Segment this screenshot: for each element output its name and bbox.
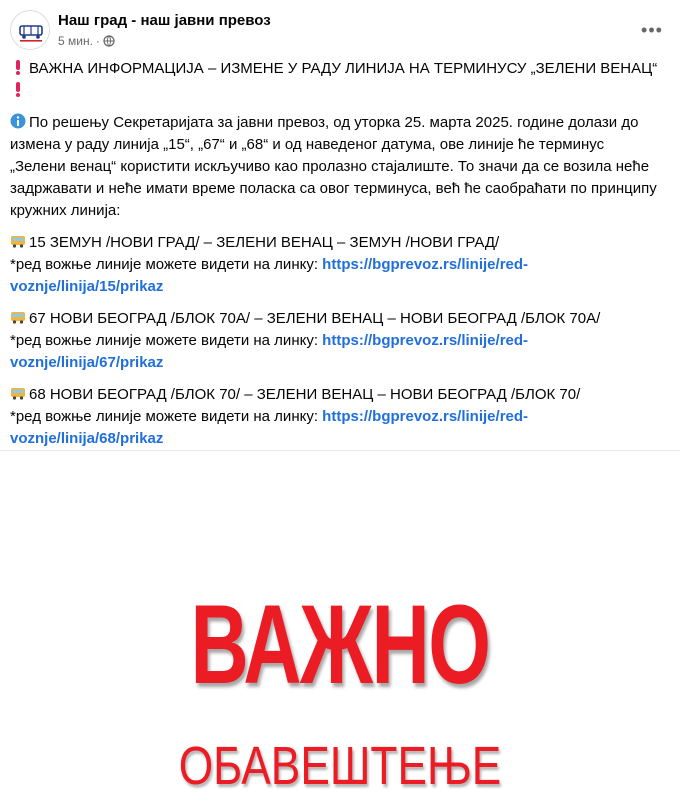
line-note: *ред вожње линије можете видети на линку:: [10, 408, 323, 425]
line-note: *ред вожње линије можете видети на линку:: [10, 332, 323, 349]
bus-icon: [10, 385, 26, 401]
line-item: [10, 384, 660, 450]
bus-icon: [10, 309, 26, 325]
timetable-link[interactable]: https://bgprevoz.rs/linije/red-voznje/linija/15/prikaz: [10, 256, 529, 295]
line-route: 15 ЗЕМУН /НОВИ ГРАД/ – ЗЕЛЕНИ ВЕНАЦ – ЗЕМУН /НОВИ ГРАД/: [29, 234, 500, 251]
post-time[interactable]: 5 мин.: [58, 34, 93, 48]
more-horizontal-icon: •••: [641, 19, 663, 40]
line-route: 68 НОВИ БЕОГРАД /БЛОК 70/ – ЗЕЛЕНИ ВЕНАЦ – НОВИ БЕОГРАД /БЛОК 70/: [29, 386, 581, 403]
post-meta: [58, 34, 115, 48]
bus-icon: [10, 233, 26, 249]
headline-text: ВАЖНА ИНФОРМАЦИЈА – ИЗМЕНЕ У РАДУ ЛИНИЈА НА ТЕРМИНУСУ „ЗЕЛЕНИ ВЕНАЦ“: [29, 60, 658, 77]
image-title: ВАЖНО: [190, 582, 490, 707]
exclamation-icon: [10, 59, 26, 75]
meta-separator: ·: [95, 34, 100, 48]
line-item: [10, 308, 660, 374]
exclamation-icon: [10, 81, 26, 97]
timetable-link[interactable]: https://bgprevoz.rs/linije/red-voznje/linija/67/prikaz: [10, 332, 529, 371]
globe-icon[interactable]: [103, 35, 115, 47]
post-header: [10, 10, 670, 54]
page-avatar[interactable]: [10, 10, 50, 50]
line-item: [10, 232, 660, 298]
info-icon: [10, 113, 26, 129]
post-image[interactable]: [0, 451, 680, 808]
post-text: [10, 58, 660, 514]
more-options-button[interactable]: [638, 16, 666, 44]
image-subtitle: ОБАВЕШТЕЊЕ: [178, 736, 502, 796]
intro-text: По решењу Секретаријата за јавни превоз, од уторка 25. марта 2025. године долази до измена у раду линија „15“, „67“ и „68“ и од наведеног датума, ове линије ће терминус „Зелени венац“ користити искључиво као пролазно стајалиште. То значи да се возила неће задржавати и неће имати време поласка са овог терминуса, већ ће саобраћати по принципу кружних линија:: [10, 114, 657, 219]
line-route: 67 НОВИ БЕОГРАД /БЛОК 70А/ – ЗЕЛЕНИ ВЕНАЦ – НОВИ БЕОГРАД /БЛОК 70А/: [29, 310, 601, 327]
headline-paragraph: [10, 58, 660, 102]
intro-paragraph: [10, 112, 660, 222]
bus-logo-icon: [11, 11, 50, 50]
page-name[interactable]: Наш град - наш јавни превоз: [58, 12, 271, 29]
timetable-link[interactable]: https://bgprevoz.rs/linije/red-voznje/linija/68/prikaz: [10, 408, 529, 447]
line-note: *ред вожње линије можете видети на линку:: [10, 256, 323, 273]
